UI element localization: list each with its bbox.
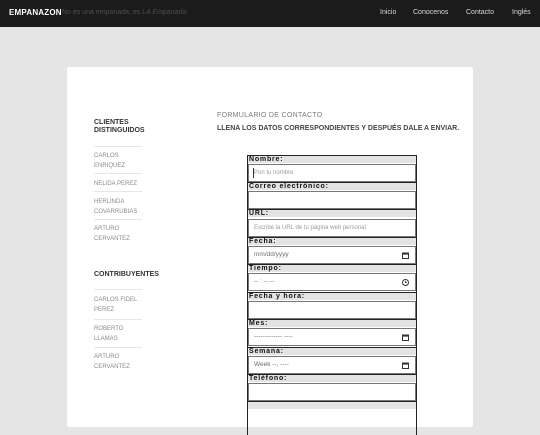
sidebar-item-contribuyente[interactable]: ARTURO CERVANTEZ bbox=[94, 354, 130, 370]
sidebar-divider bbox=[94, 191, 142, 192]
datetime-input[interactable] bbox=[248, 301, 416, 319]
url-placeholder: Escribe la URL de tu página web personal bbox=[254, 225, 366, 231]
content-card bbox=[67, 67, 473, 427]
site-tagline bbox=[62, 9, 188, 16]
clientes-distinguidos-title: CLIENTES DISTINGUIDOS bbox=[94, 119, 145, 134]
sidebar-item-cliente[interactable]: HERLINDA COVARRUBIAS bbox=[94, 199, 138, 215]
clock-icon[interactable] bbox=[402, 279, 409, 286]
nombre-input[interactable] bbox=[248, 164, 416, 182]
form-heading: FORMULARIO DE CONTACTO bbox=[217, 112, 323, 119]
field-label-fecha-hora: Fecha y hora: bbox=[248, 292, 416, 300]
field-label-telefono: Teléfono: bbox=[248, 374, 416, 382]
field-label-fecha: Fecha: bbox=[248, 237, 416, 245]
sidebar-divider bbox=[94, 319, 142, 320]
brand-logo[interactable]: EMPANAZON bbox=[9, 8, 62, 17]
phone-input[interactable] bbox=[248, 383, 416, 401]
nombre-placeholder: Pon tu nombre bbox=[254, 170, 294, 176]
sidebar-item-contribuyente[interactable]: ROBERTO LLAMAS bbox=[94, 326, 124, 342]
sidebar-divider bbox=[94, 347, 142, 348]
field-label-url: URL: bbox=[248, 209, 416, 217]
contribuyentes-title: CONTRIBUYENTES bbox=[94, 271, 159, 278]
contact-form bbox=[247, 155, 417, 435]
field-label-semana: Semana: bbox=[248, 347, 416, 355]
url-input[interactable] bbox=[248, 219, 416, 237]
tagline-prefix: No es una empanada, es bbox=[62, 9, 143, 16]
sidebar-item-cliente[interactable]: ARTURO CERVANTEZ bbox=[94, 226, 130, 242]
nav-ingles[interactable]: Inglés bbox=[512, 9, 531, 16]
field-label-mes: Mes: bbox=[248, 319, 416, 327]
sidebar-divider bbox=[94, 219, 142, 220]
field-label-correo: Correo electrónico: bbox=[248, 182, 416, 190]
tagline-emphasis: LA Empanada bbox=[142, 9, 187, 16]
date-input[interactable] bbox=[248, 246, 416, 264]
sidebar-divider bbox=[94, 173, 142, 174]
field-label-next bbox=[248, 401, 416, 409]
field-label-tiempo: Tiempo: bbox=[248, 264, 416, 272]
time-placeholder: -- : -- -- bbox=[254, 278, 275, 285]
sidebar-item-contribuyente[interactable]: CARLOS FIDEL PEREZ bbox=[94, 297, 138, 313]
sidebar-item-cliente[interactable]: CARLOS ENRIQUEZ bbox=[94, 153, 126, 169]
time-input[interactable] bbox=[248, 273, 416, 291]
calendar-icon[interactable] bbox=[402, 362, 409, 369]
nav-contacto[interactable]: Contacto bbox=[466, 9, 495, 16]
sidebar-item-cliente[interactable]: NELIDA PEREZ bbox=[94, 181, 138, 187]
month-placeholder: ------------- ---- bbox=[254, 333, 293, 340]
calendar-icon[interactable] bbox=[402, 252, 409, 259]
nav-conocenos[interactable]: Conocenos bbox=[413, 9, 449, 16]
month-input[interactable] bbox=[248, 328, 416, 346]
tagline-suffix: . bbox=[186, 9, 189, 16]
field-label-nombre: Nombre: bbox=[248, 155, 416, 163]
sidebar-divider bbox=[94, 289, 142, 290]
date-placeholder: mm/dd/yyyy bbox=[254, 251, 289, 258]
week-placeholder: Week --, ---- bbox=[254, 361, 289, 368]
nav-inicio[interactable]: Inicio bbox=[380, 9, 397, 16]
form-instructions: LLENA LOS DATOS CORRESPONDIENTES Y DESPUÉS DALE A ENVIAR. bbox=[217, 125, 460, 132]
sidebar-divider bbox=[94, 146, 142, 147]
calendar-icon[interactable] bbox=[402, 334, 409, 341]
email-input[interactable] bbox=[248, 191, 416, 209]
week-input[interactable] bbox=[248, 356, 416, 374]
top-navbar bbox=[0, 0, 540, 27]
